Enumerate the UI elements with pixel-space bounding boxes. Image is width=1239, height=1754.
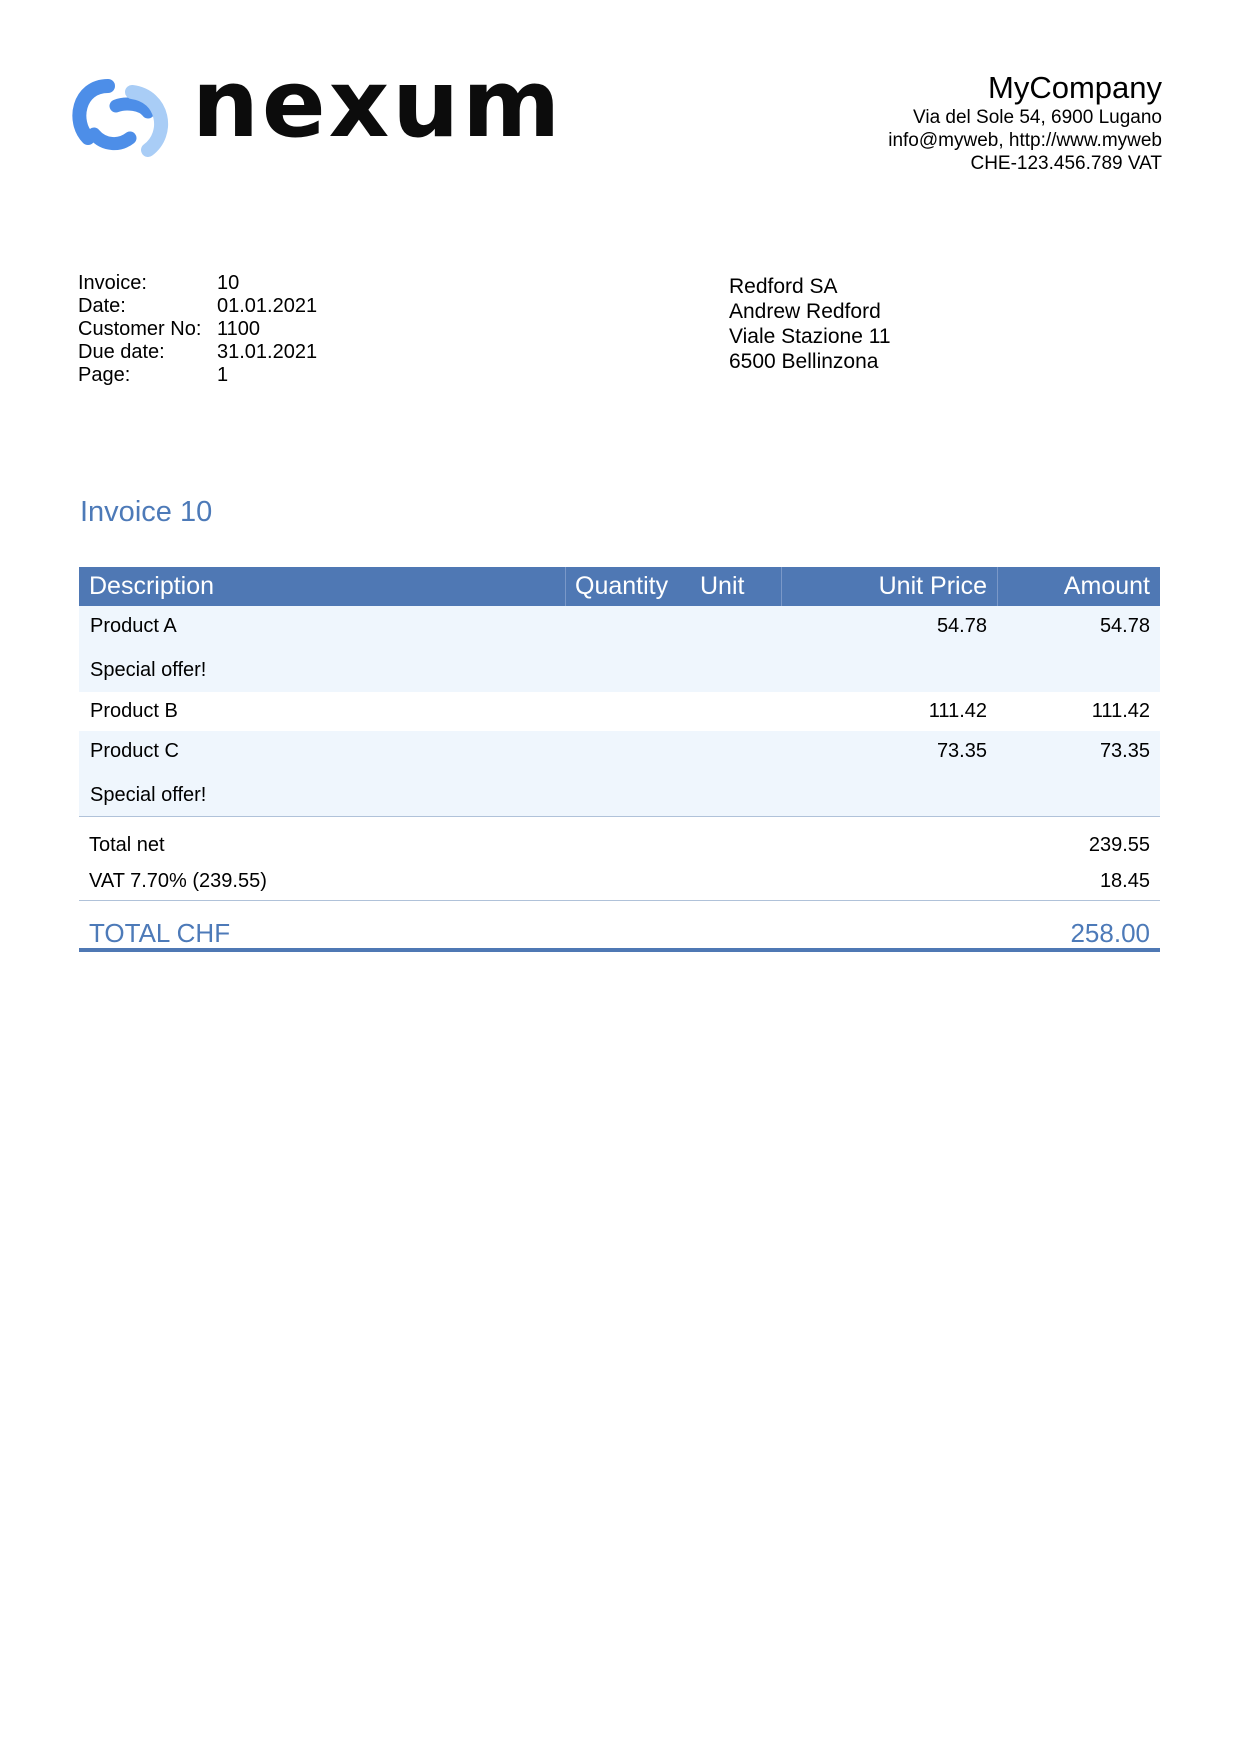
row-description: Product B	[90, 700, 178, 722]
company-block	[888, 70, 1162, 175]
meta-row	[78, 364, 317, 387]
meta-value: 1	[217, 364, 229, 386]
meta-label: Due date:	[78, 341, 165, 363]
invoice-meta	[78, 272, 317, 387]
row-note: Special offer!	[90, 784, 207, 806]
nexum-swirl-icon	[68, 72, 174, 162]
header-unit-price: Unit Price	[781, 567, 997, 606]
meta-label: Page:	[78, 364, 131, 386]
meta-label: Invoice:	[78, 272, 147, 294]
recipient-city: 6500 Bellinzona	[729, 350, 879, 373]
recipient-company: Redford SA	[729, 275, 838, 298]
totals-block	[79, 834, 1160, 901]
meta-row	[78, 272, 317, 295]
header-amount: Amount	[997, 567, 1160, 606]
meta-value: 01.01.2021	[217, 295, 318, 317]
company-address: Via del Sole 54, 6900 Lugano	[913, 107, 1162, 128]
invoice-title: Invoice 10	[80, 496, 213, 528]
recipient-address	[729, 274, 891, 374]
vat-value: 18.45	[1099, 870, 1150, 892]
meta-value: 31.01.2021	[217, 341, 318, 363]
meta-value: 1100	[217, 318, 261, 340]
meta-row	[78, 295, 317, 318]
vat-row	[79, 870, 1160, 901]
recipient-street: Viale Stazione 11	[729, 325, 891, 348]
header-description: Description	[89, 572, 215, 600]
total-net-label: Total net	[89, 834, 165, 856]
header-unit: Unit	[700, 572, 745, 600]
row-amount: 111.42	[1091, 700, 1150, 722]
nexum-logo	[68, 50, 564, 166]
total-net-value: 239.55	[1088, 834, 1150, 856]
row-amount: 73.35	[1099, 740, 1150, 762]
row-unit-price: 54.78	[936, 615, 987, 637]
row-description: Product A	[90, 615, 177, 637]
items-table	[79, 567, 1160, 817]
grand-total-value: 258.00	[1070, 918, 1150, 948]
grand-total-row	[79, 918, 1160, 949]
total-net-row	[79, 834, 1160, 870]
row-description: Product C	[90, 740, 179, 762]
table-row	[79, 606, 1160, 692]
company-contact: info@myweb, http://www.myweb	[888, 130, 1162, 151]
table-row	[79, 731, 1160, 817]
table-row	[79, 692, 1160, 731]
company-vat: CHE-123.456.789 VAT	[970, 153, 1162, 174]
meta-row	[78, 341, 317, 364]
logo-wordmark: nexum	[192, 50, 564, 159]
recipient-person: Andrew Redford	[729, 300, 881, 323]
company-name: MyCompany	[988, 70, 1162, 105]
meta-value: 10	[217, 272, 240, 294]
table-header	[79, 567, 1160, 606]
header-quantity: Quantity	[565, 567, 672, 606]
vat-label: VAT 7.70% (239.55)	[89, 870, 267, 892]
meta-row	[78, 318, 317, 341]
row-unit-price: 111.42	[928, 700, 987, 722]
grand-total-label: TOTAL CHF	[89, 918, 231, 948]
row-note: Special offer!	[90, 659, 207, 681]
meta-label: Customer No:	[78, 318, 202, 340]
row-unit-price: 73.35	[936, 740, 987, 762]
double-rule	[79, 948, 1160, 952]
row-amount: 54.78	[1099, 615, 1150, 637]
meta-label: Date:	[78, 295, 126, 317]
